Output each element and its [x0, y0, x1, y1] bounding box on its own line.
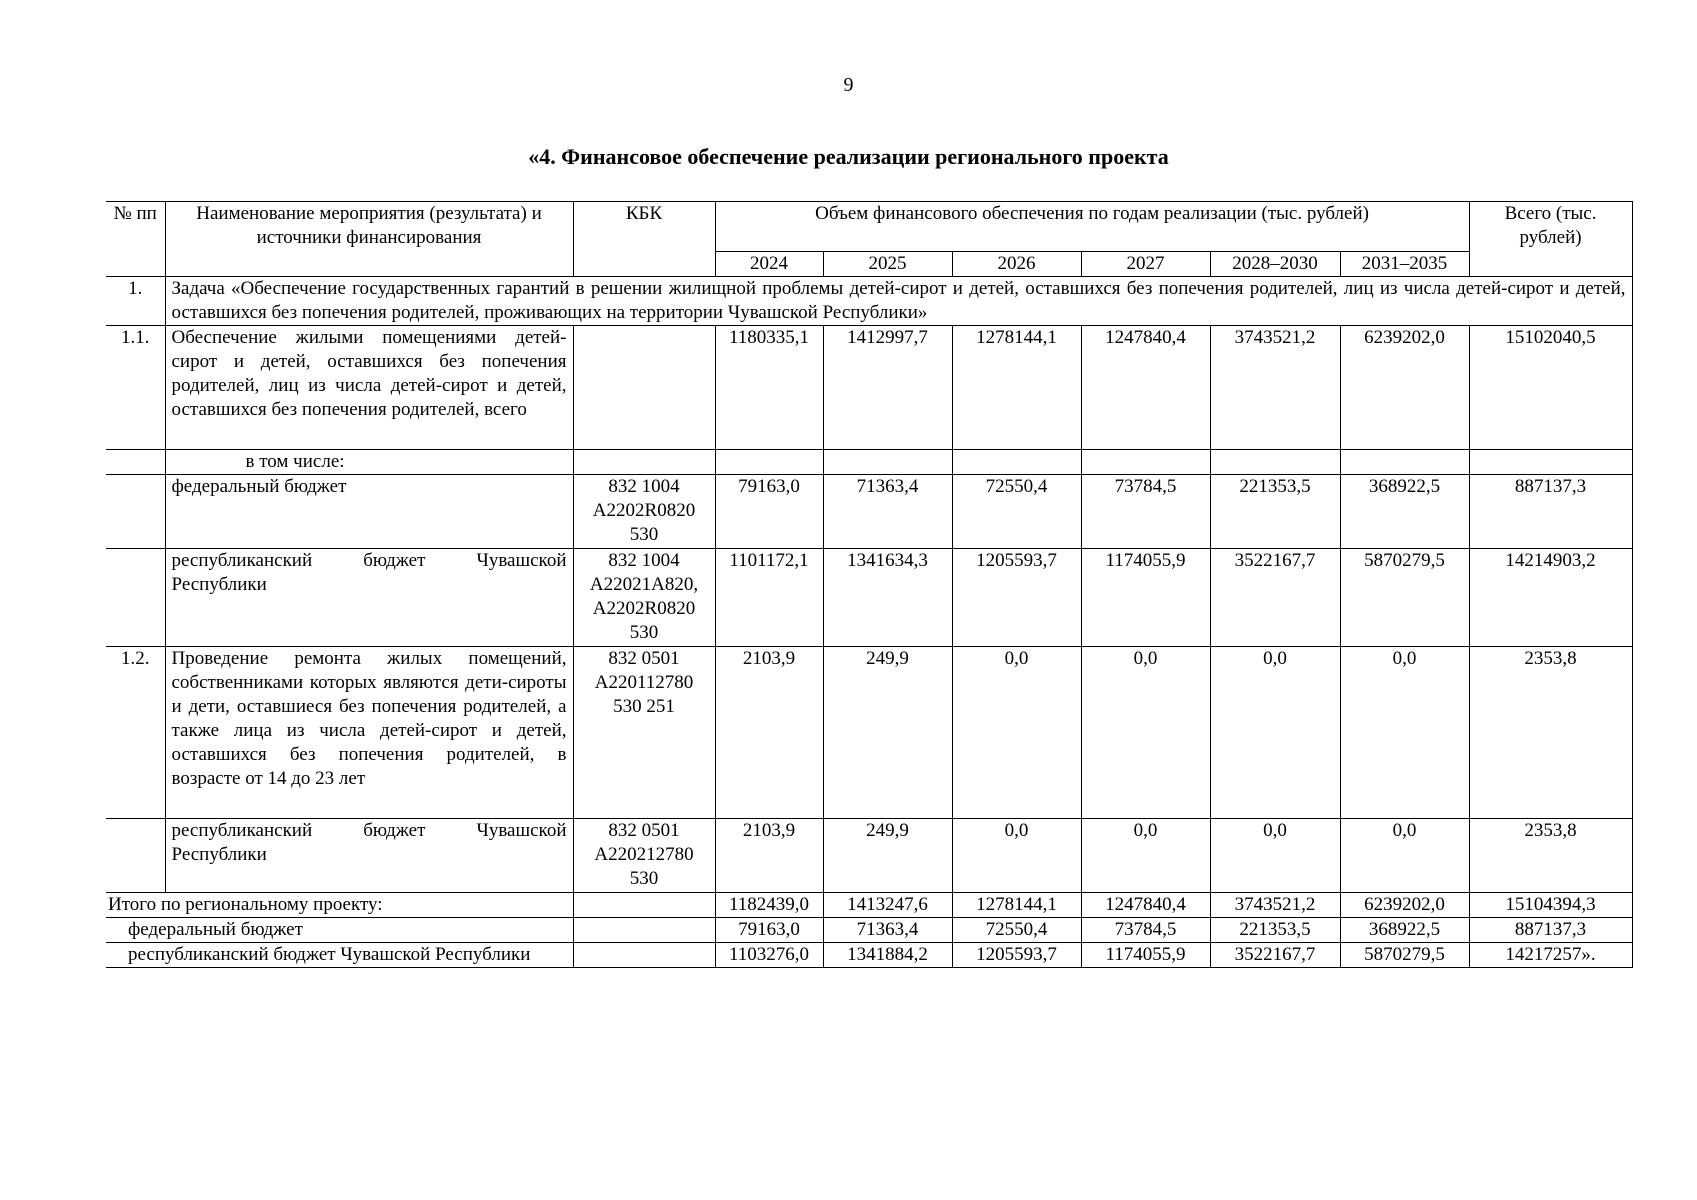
row-value: 1205593,7: [952, 549, 1081, 647]
row-value: 221353,5: [1210, 475, 1340, 549]
header-row: [106, 202, 1632, 252]
row-kbk: 832 1004 A2202R0820 530: [573, 475, 715, 549]
total-value: 71363,4: [823, 918, 952, 943]
header-year: 2031–2035: [1340, 252, 1469, 277]
total-name: федеральный бюджет: [106, 918, 573, 943]
row-value: 1174055,9: [1081, 549, 1210, 647]
row-name: республиканский бюджет Чувашской Республики: [165, 819, 573, 893]
header-volume: Объем финансового обеспечения по годам реализации (тыс. рублей): [715, 202, 1469, 252]
row-value: 0,0: [1210, 647, 1340, 819]
row-value: 0,0: [1210, 819, 1340, 893]
financing-table: [106, 201, 1633, 968]
total-value: 1341884,2: [823, 943, 952, 968]
table-row: [106, 647, 1632, 819]
row-value: 0,0: [952, 647, 1081, 819]
row-value: 3522167,7: [1210, 549, 1340, 647]
header-total: Всего (тыс. рублей): [1469, 202, 1632, 277]
row-value: 1180335,1: [715, 326, 823, 450]
row-value: 71363,4: [823, 475, 952, 549]
total-value: 3743521,2: [1210, 893, 1340, 918]
total-value: 5870279,5: [1340, 943, 1469, 968]
row-value: 249,9: [823, 647, 952, 819]
row-kbk: 832 0501 A220112780 530 251: [573, 647, 715, 819]
row-value: 1341634,3: [823, 549, 952, 647]
task-num: 1.: [106, 277, 165, 326]
row-name: Проведение ремонта жилых помещений, собственниками которых являются дети-сироты и дети, оставшиеся без попечения родителей, а также лица из числа детей-сирот и детей, оставшихся без попечения родителей, в возрасте от 14 до 23 лет: [165, 647, 573, 819]
row-name: федеральный бюджет: [165, 475, 573, 549]
total-value: 1103276,0: [715, 943, 823, 968]
row-name: республиканский бюджет Чувашской Республики: [165, 549, 573, 647]
row-value: [823, 450, 952, 475]
header-kbk: КБК: [573, 202, 715, 277]
total-name: республиканский бюджет Чувашской Республики: [106, 943, 573, 968]
total-value: 1247840,4: [1081, 893, 1210, 918]
total-kbk: [573, 918, 715, 943]
total-value: 3522167,7: [1210, 943, 1340, 968]
row-value: 6239202,0: [1340, 326, 1469, 450]
row-value: 0,0: [952, 819, 1081, 893]
total-sum: 15104394,3: [1469, 893, 1632, 918]
table-row: [106, 475, 1632, 549]
row-num: [106, 549, 165, 647]
header-num: № пп: [106, 202, 165, 277]
row-value: 368922,5: [1340, 475, 1469, 549]
total-kbk: [573, 893, 715, 918]
row-value: 1412997,7: [823, 326, 952, 450]
total-sum: 887137,3: [1469, 918, 1632, 943]
total-value: 368922,5: [1340, 918, 1469, 943]
header-year: 2025: [823, 252, 952, 277]
row-value: 249,9: [823, 819, 952, 893]
row-value: [1210, 450, 1340, 475]
row-total: 2353,8: [1469, 647, 1632, 819]
total-value: 1182439,0: [715, 893, 823, 918]
row-name: в том числе:: [165, 450, 573, 475]
row-kbk: 832 1004 A22021A820, A2202R0820 530: [573, 549, 715, 647]
total-value: 1205593,7: [952, 943, 1081, 968]
page-number: 9: [843, 74, 854, 96]
row-value: 1101172,1: [715, 549, 823, 647]
table-row: [106, 819, 1632, 893]
row-total: 14214903,2: [1469, 549, 1632, 647]
row-total: 2353,8: [1469, 819, 1632, 893]
row-value: [715, 450, 823, 475]
row-kbk: [573, 326, 715, 450]
header-year: 2028–2030: [1210, 252, 1340, 277]
table-row: [106, 326, 1632, 450]
row-value: 2103,9: [715, 819, 823, 893]
row-value: 5870279,5: [1340, 549, 1469, 647]
total-value: 6239202,0: [1340, 893, 1469, 918]
row-value: 3743521,2: [1210, 326, 1340, 450]
task-row: [106, 277, 1632, 326]
total-row: [106, 918, 1632, 943]
total-value: 1413247,6: [823, 893, 952, 918]
total-value: 1278144,1: [952, 893, 1081, 918]
table-row: [106, 549, 1632, 647]
row-total: 15102040,5: [1469, 326, 1632, 450]
row-value: [1340, 450, 1469, 475]
total-row: [106, 943, 1632, 968]
total-value: 72550,4: [952, 918, 1081, 943]
total-sum: 14217257».: [1469, 943, 1632, 968]
total-row: [106, 893, 1632, 918]
row-value: [1081, 450, 1210, 475]
row-num: 1.2.: [106, 647, 165, 819]
row-kbk: 832 0501 A220212780 530: [573, 819, 715, 893]
total-value: 73784,5: [1081, 918, 1210, 943]
header-name: Наименование мероприятия (результата) и источники финансирования: [165, 202, 573, 277]
row-value: 2103,9: [715, 647, 823, 819]
header-year: 2027: [1081, 252, 1210, 277]
header-year: 2024: [715, 252, 823, 277]
header-year: 2026: [952, 252, 1081, 277]
row-value: 0,0: [1340, 647, 1469, 819]
total-name: Итого по региональному проекту:: [106, 893, 573, 918]
row-value: 72550,4: [952, 475, 1081, 549]
section-title: «4. Финансовое обеспечение реализации регионального проекта: [528, 144, 1169, 169]
row-value: 0,0: [1081, 819, 1210, 893]
total-kbk: [573, 943, 715, 968]
row-num: [106, 450, 165, 475]
table-row: [106, 450, 1632, 475]
total-value: 79163,0: [715, 918, 823, 943]
row-num: 1.1.: [106, 326, 165, 450]
row-value: 1278144,1: [952, 326, 1081, 450]
task-text: Задача «Обеспечение государственных гарантий в решении жилищной проблемы детей-сирот и детей, оставшихся без попечения родителей, лиц из числа детей-сирот и детей, оставшихся без попечения родителей, проживающих на территории Чувашской Республики»: [165, 277, 1632, 326]
row-num: [106, 819, 165, 893]
row-value: 73784,5: [1081, 475, 1210, 549]
row-value: 0,0: [1340, 819, 1469, 893]
row-value: [952, 450, 1081, 475]
row-num: [106, 475, 165, 549]
row-value: 0,0: [1081, 647, 1210, 819]
row-total: 887137,3: [1469, 475, 1632, 549]
row-name: Обеспечение жилыми помещениями детей-сирот и детей, оставшихся без попечения родителей, лиц из числа детей-сирот и детей, оставшихся без попечения родителей, всего: [165, 326, 573, 450]
row-total: [1469, 450, 1632, 475]
row-value: 79163,0: [715, 475, 823, 549]
total-value: 1174055,9: [1081, 943, 1210, 968]
row-value: 1247840,4: [1081, 326, 1210, 450]
row-kbk: [573, 450, 715, 475]
total-value: 221353,5: [1210, 918, 1340, 943]
